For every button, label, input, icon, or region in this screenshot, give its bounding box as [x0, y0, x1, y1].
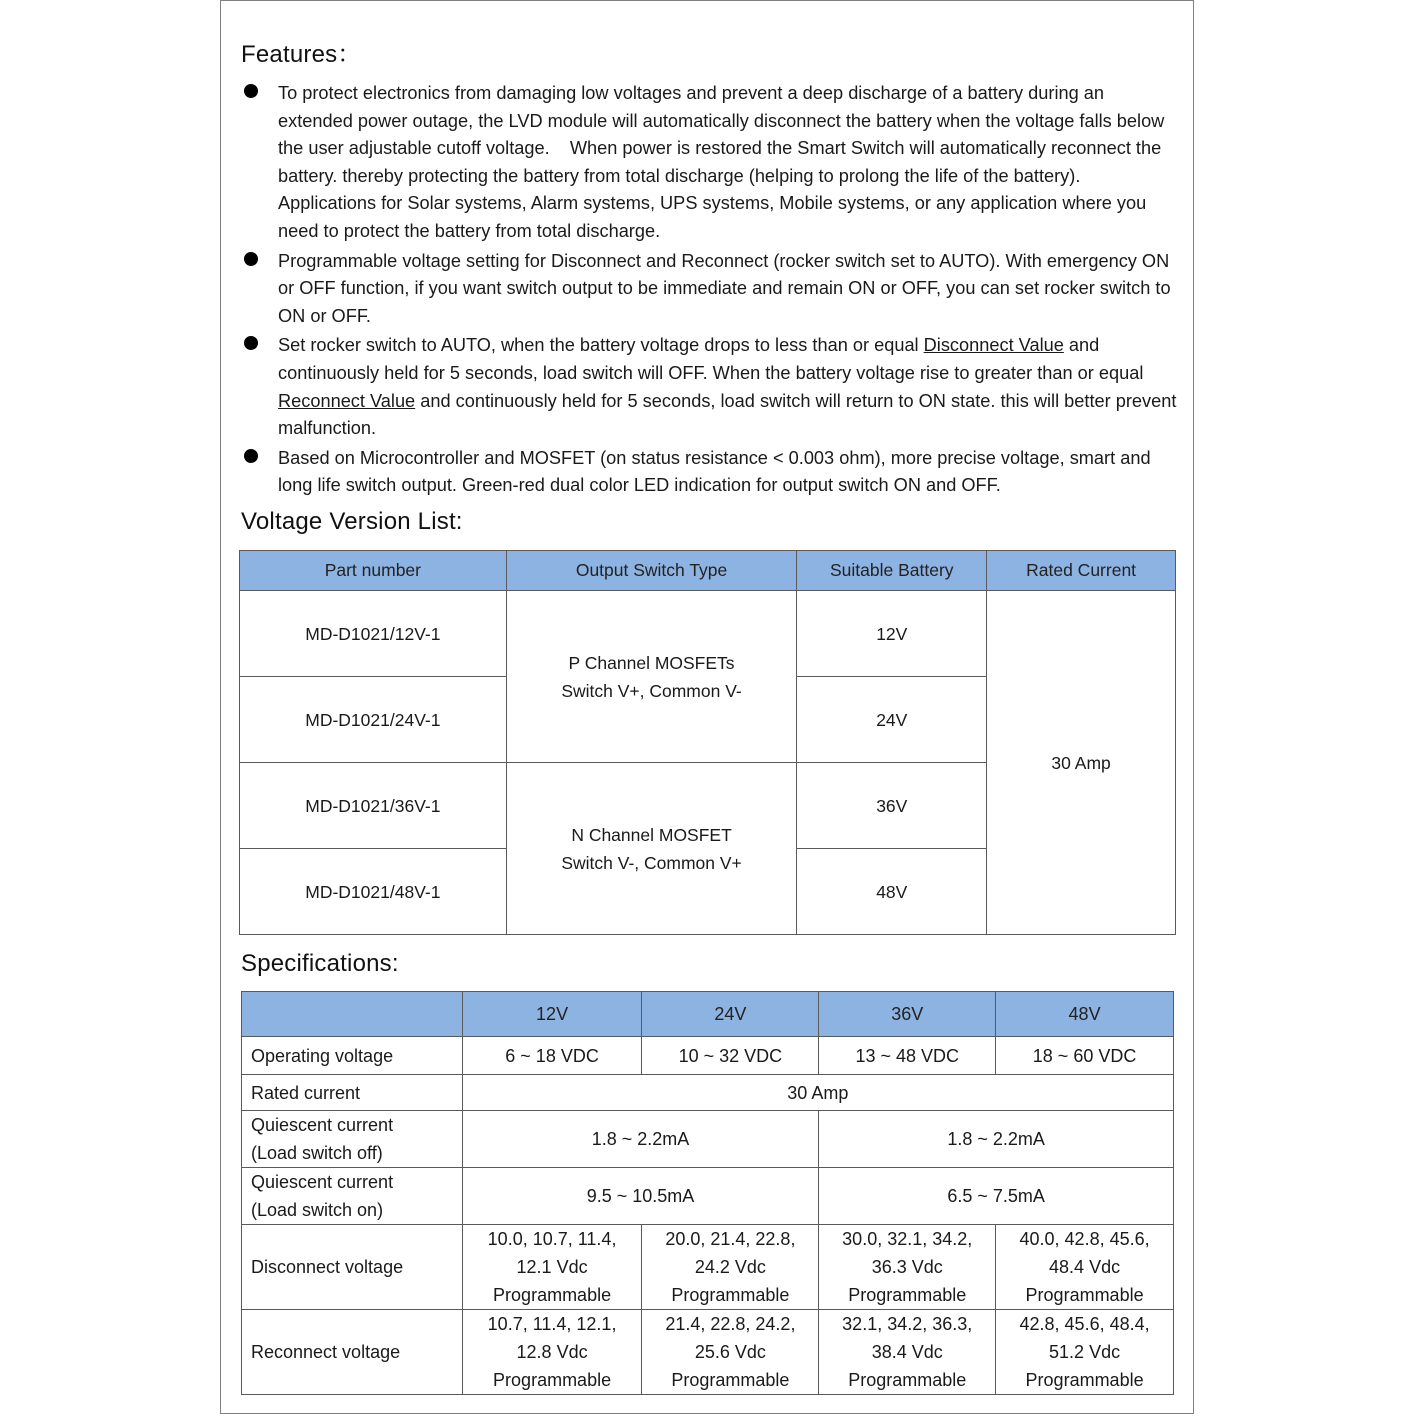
table-cell: 9.5 ~ 10.5mA: [462, 1168, 819, 1225]
table-cell: 6 ~ 18 VDC: [462, 1037, 642, 1075]
table-cell: 10.0, 10.7, 11.4, 12.1 Vdc Programmable: [462, 1225, 642, 1310]
table-cell: 30 Amp: [462, 1075, 1173, 1111]
reconnect-value-term: Reconnect Value: [278, 390, 416, 411]
table-cell: 21.4, 22.8, 24.2, 25.6 Vdc Programmable: [642, 1310, 819, 1395]
table-cell: 32.1, 34.2, 36.3, 38.4 Vdc Programmable: [819, 1310, 996, 1395]
column-header: Part number: [240, 551, 507, 591]
features-list: [241, 80, 1181, 502]
column-header: 36V: [819, 992, 996, 1037]
row-label: Operating voltage: [242, 1037, 463, 1075]
row-label: Reconnect voltage: [242, 1310, 463, 1395]
specifications-heading: Specifications:: [241, 950, 399, 977]
table-row: [242, 1037, 1174, 1075]
bullet-icon: [244, 449, 258, 463]
table-row: [240, 591, 1176, 677]
table-cell: 6.5 ~ 7.5mA: [819, 1168, 1174, 1225]
battery-cell: 12V: [797, 591, 987, 677]
feature-text: and continuously held for 5 seconds, load switch will OFF. When the battery voltage rise to greater than or equal: [278, 335, 1144, 383]
row-label: Rated current: [242, 1075, 463, 1111]
table-row: [242, 1075, 1174, 1111]
switch-type-cell: P Channel MOSFETs Switch V+, Common V-: [506, 591, 797, 763]
table-row: [242, 1225, 1174, 1310]
table-cell: 42.8, 45.6, 48.4, 51.2 Vdc Programmable: [996, 1310, 1174, 1395]
row-label: Quiescent current (Load switch on): [242, 1168, 463, 1225]
table-cell: 40.0, 42.8, 45.6, 48.4 Vdc Programmable: [996, 1225, 1174, 1310]
part-number-cell: MD-D1021/12V-1: [240, 591, 507, 677]
feature-text: To protect electronics from damaging low voltages and prevent a deep discharge of a battery during an extended power outage, the LVD module will automatically disconnect the battery when the voltage falls below the user adjustable cutoff voltage. When power is restored the Smart Switch will automatically reconnect the battery. thereby protecting the battery from total discharge (helping to prolong the life of the battery). Applications for Solar systems, Alarm systems, UPS systems, Mobile systems, or any application where you need to protect the battery from total discharge.: [278, 83, 1165, 241]
feature-text: Set rocker switch to AUTO, when the battery voltage drops to less than or equal: [278, 335, 924, 356]
switch-type-cell: N Channel MOSFET Switch V-, Common V+: [506, 763, 797, 935]
voltage-list-heading: Voltage Version List:: [241, 508, 463, 535]
column-header: Output Switch Type: [506, 551, 797, 591]
feature-item: [241, 445, 1181, 500]
column-header: Suitable Battery: [797, 551, 987, 591]
table-header-row: [242, 992, 1174, 1037]
table-cell: 13 ~ 48 VDC: [819, 1037, 996, 1075]
column-header: 12V: [462, 992, 642, 1037]
table-cell: 1.8 ~ 2.2mA: [462, 1111, 819, 1168]
part-number-cell: MD-D1021/48V-1: [240, 849, 507, 935]
feature-item: [241, 248, 1181, 331]
part-number-cell: MD-D1021/24V-1: [240, 677, 507, 763]
bullet-icon: [244, 252, 258, 266]
feature-text: Programmable voltage setting for Disconnect and Reconnect (rocker switch set to AUTO). With emergency ON or OFF function, if you want switch output to be immediate and remain ON or OFF, you can set rocker switch to ON or OFF.: [278, 250, 1171, 326]
column-header: 48V: [996, 992, 1174, 1037]
rated-current-cell: 30 Amp: [987, 591, 1176, 935]
table-cell: 20.0, 21.4, 22.8, 24.2 Vdc Programmable: [642, 1225, 819, 1310]
table-row: [242, 1111, 1174, 1168]
column-header: [242, 992, 463, 1037]
feature-item: [241, 332, 1181, 442]
feature-text: Based on Microcontroller and MOSFET (on status resistance < 0.003 ohm), more precise voltage, smart and long life switch output. Green-red dual color LED indication for output switch ON and OFF.: [278, 447, 1151, 496]
table-header-row: [240, 551, 1176, 591]
column-header: 24V: [642, 992, 819, 1037]
table-cell: 18 ~ 60 VDC: [996, 1037, 1174, 1075]
table-cell: 10.7, 11.4, 12.1, 12.8 Vdc Programmable: [462, 1310, 642, 1395]
bullet-icon: [244, 84, 258, 98]
table-row: [242, 1168, 1174, 1225]
feature-item: [241, 80, 1181, 246]
table-cell: 1.8 ~ 2.2mA: [819, 1111, 1174, 1168]
column-header: Rated Current: [987, 551, 1176, 591]
bullet-icon: [244, 336, 258, 350]
features-heading: Features：: [241, 41, 362, 68]
feature-text: and continuously held for 5 seconds, load switch will return to ON state. this will better prevent malfunction.: [278, 390, 1177, 439]
voltage-version-table: [239, 550, 1176, 935]
disconnect-value-term: Disconnect Value: [923, 335, 1064, 356]
battery-cell: 48V: [797, 849, 987, 935]
table-cell: 30.0, 32.1, 34.2, 36.3 Vdc Programmable: [819, 1225, 996, 1310]
battery-cell: 24V: [797, 677, 987, 763]
specifications-table: [241, 991, 1174, 1395]
battery-cell: 36V: [797, 763, 987, 849]
table-row: [242, 1310, 1174, 1395]
row-label: Disconnect voltage: [242, 1225, 463, 1310]
row-label: Quiescent current (Load switch off): [242, 1111, 463, 1168]
part-number-cell: MD-D1021/36V-1: [240, 763, 507, 849]
table-cell: 10 ~ 32 VDC: [642, 1037, 819, 1075]
